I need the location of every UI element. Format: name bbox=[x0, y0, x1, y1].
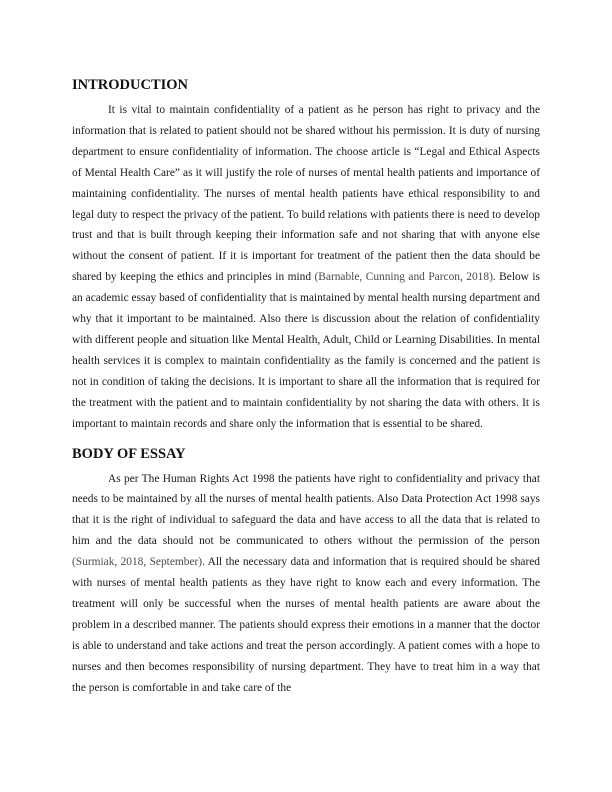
body-text-part-2: . All the necessary data and information that is required should be shared with nurses of mental health patients as they have right to know each and every information. The treatment will only be successful when the nurses of mental health patients are aware about the problem in a described manner. The patients should express their emotions in a manner that the doctor is able to understand and take actions and treat the person accordingly. A patient comes with a hope to nurses and then becomes responsibility of nursing department. They have to treat him in a way that the person is comfortable in and take care of the bbox=[72, 556, 540, 694]
introduction-text-part-2: . Below is an academic essay based of confidentiality that is maintained by mental health nursing department and why that it important to be maintained. Also there is discussion about the relation of confidentiality with different people and situation like Mental Health, Adult, Child or Learning Disabilities. In mental health services it is complex to maintain confidentiality as the family is concerned and the patient is not in condition of taking the decisions. It is important to share all the information that is required for the treatment with the patient and to maintain confidentiality by not sharing the data with others. It is important to maintain records and share only the information that is essential to be shared. bbox=[72, 271, 540, 430]
body-text-part-1: As per The Human Rights Act 1998 the patients have right to confidentiality and privacy that needs to be maintained by all the nurses of mental health patients. Also Data Protection Act 1998 says that it is the right of individual to safeguard the data and have access to all the data that is related to him and the data should not be communicated to others without the permission of the person bbox=[72, 472, 540, 548]
section-spacer bbox=[72, 435, 540, 445]
introduction-heading: INTRODUCTION bbox=[72, 77, 189, 93]
body-citation: (Surmiak, 2018, September) bbox=[72, 556, 203, 569]
introduction-citation: (Barnable, Cunning and Parcon, 2018) bbox=[314, 271, 493, 284]
introduction-text-part-1: It is vital to maintain confidentiality of a patient as he person has right to privacy and the information that is related to patient should not be shared without his permission. It is duty of nursing department to ensure confidentiality of information. The choose article is “Legal and Ethical Aspects of Mental Health Care” as it will justify the role of nurses of mental health patients and importance of maintaining confidentiality. The nurses of mental health patients have ethical responsibility to and legal duty to respect the privacy of the patient. To build relations with patients there is need to develop trust and that is built through keeping their information safe and not sharing that with anyone else without the consent of patient. If it is important for treatment of the patient then the data should be shared by keeping the ethics and principles in mind bbox=[72, 104, 540, 284]
introduction-paragraph bbox=[72, 100, 540, 435]
document-page bbox=[72, 76, 540, 698]
body-paragraph bbox=[72, 469, 540, 699]
body-heading: BODY OF ESSAY bbox=[72, 445, 186, 462]
